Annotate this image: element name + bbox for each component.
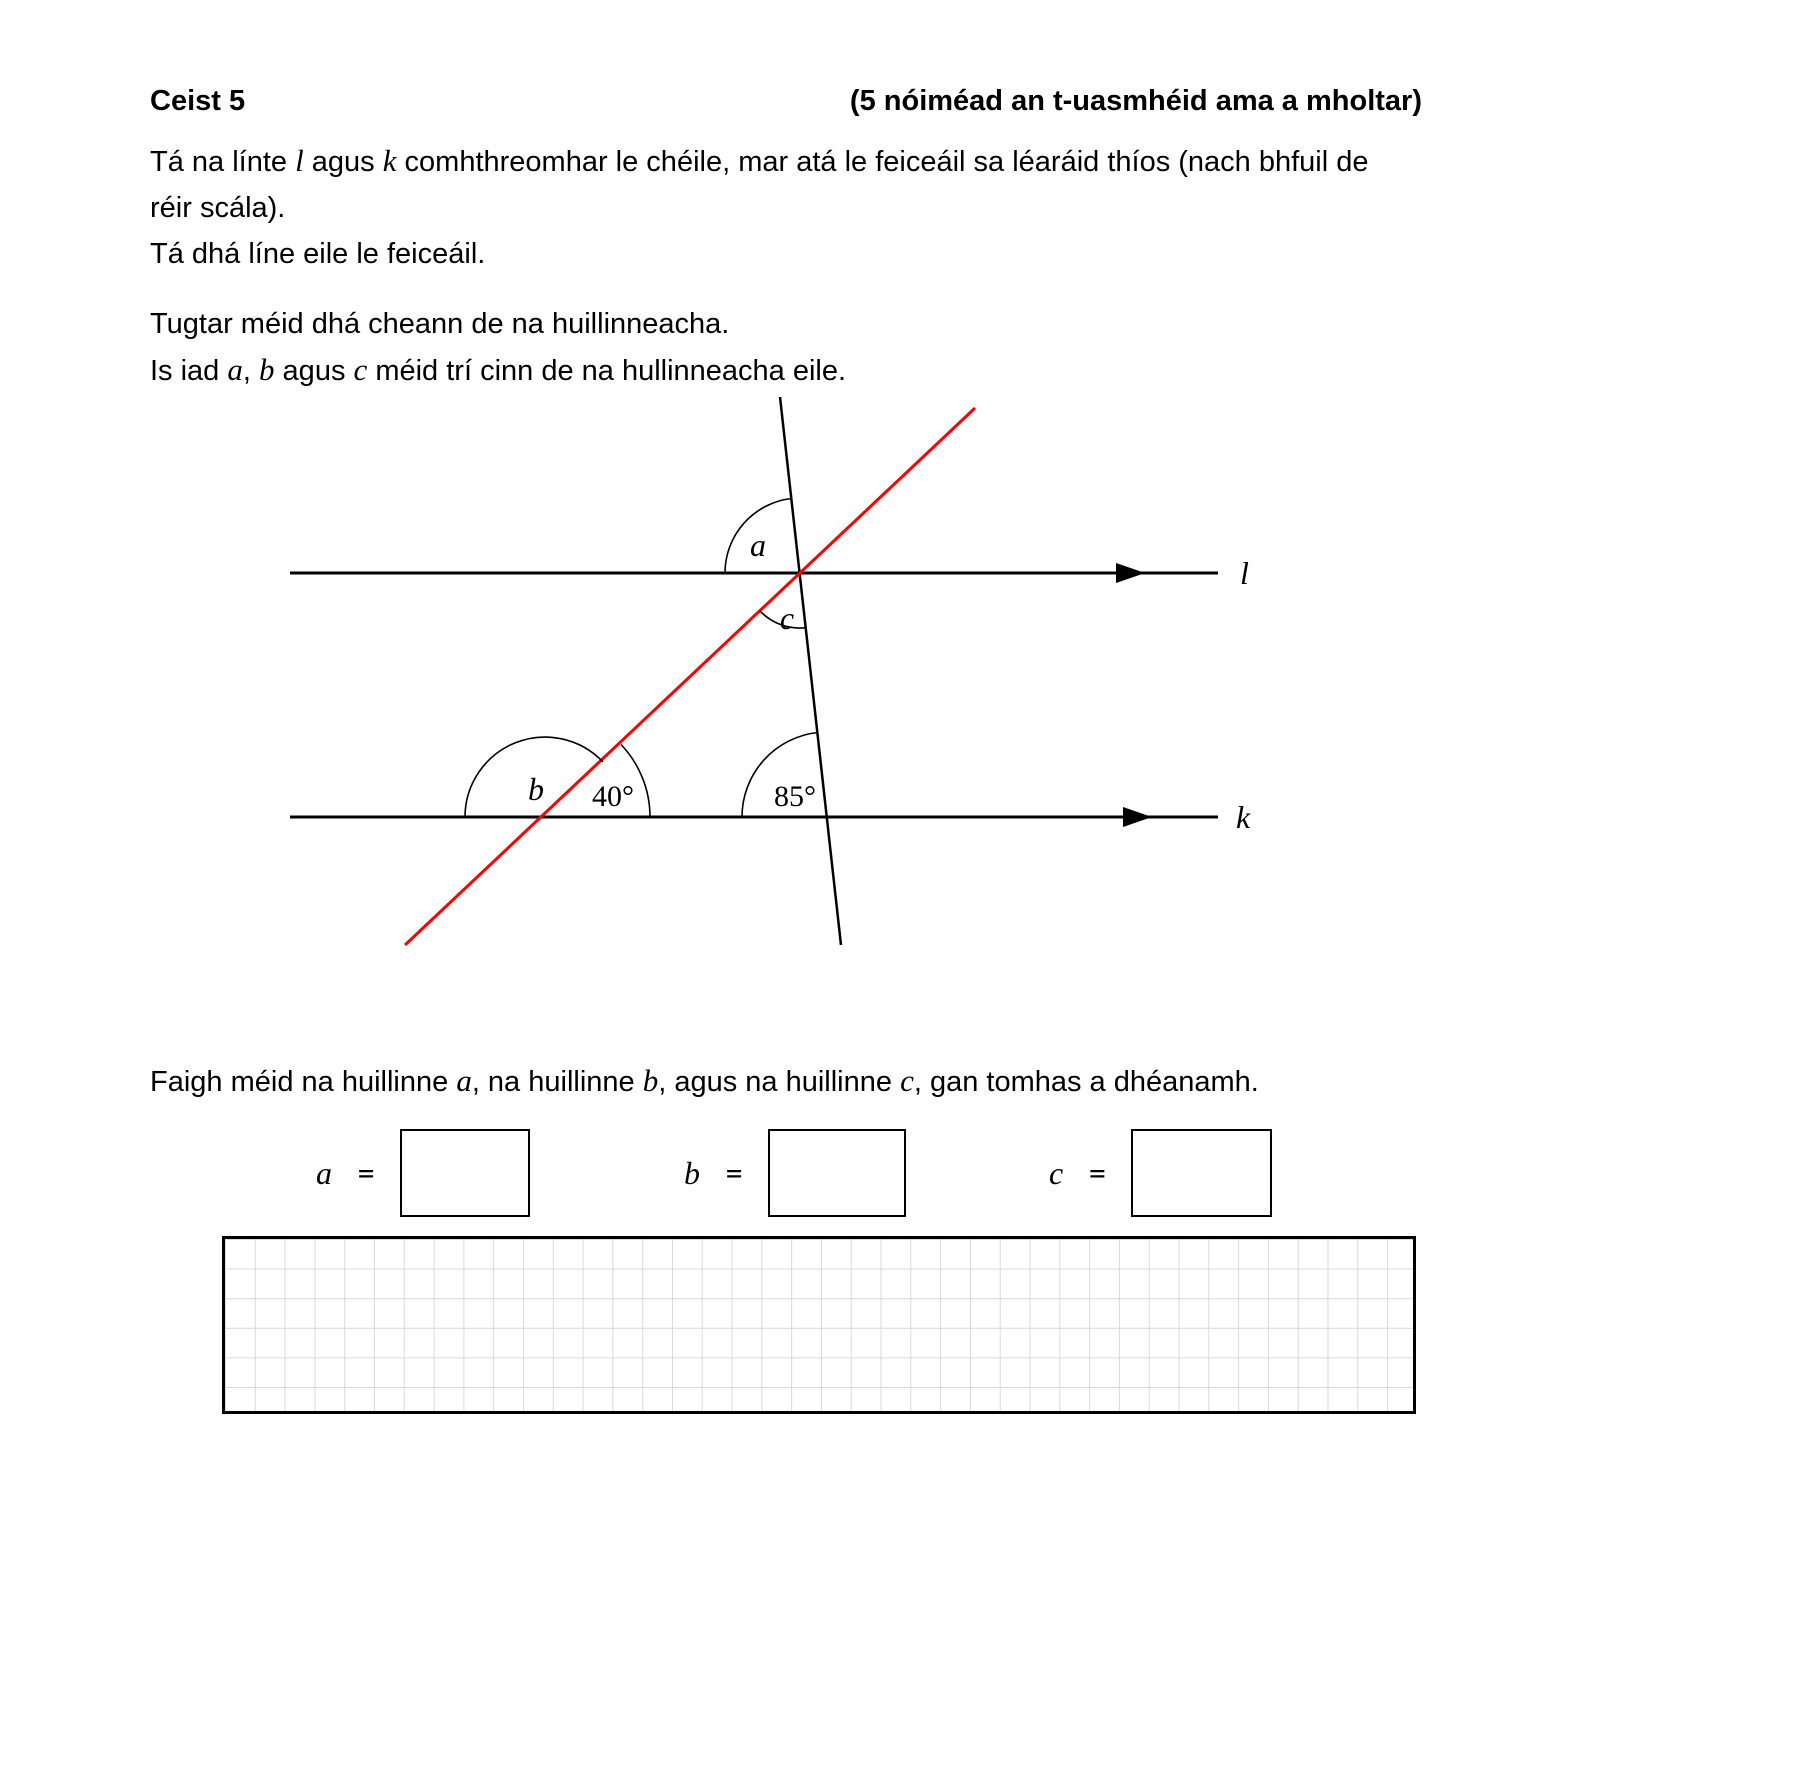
var-b: b xyxy=(642,1063,659,1098)
var-k: k xyxy=(382,143,397,178)
answer-group-c xyxy=(1049,1128,1272,1218)
text-segment: comhthreomhar le chéile, mar atá le feiceáil sa léaráid thíos (nach bhfuil de xyxy=(396,146,1369,178)
answer-label-b: b xyxy=(684,1154,700,1191)
text-segment: , agus na huillinne xyxy=(658,1066,901,1098)
work-area-grid[interactable] xyxy=(222,1236,1416,1414)
angles-diagram xyxy=(0,388,1330,960)
answer-label-c: c xyxy=(1049,1154,1064,1191)
answer-box-b[interactable] xyxy=(768,1129,906,1217)
text-segment: Faigh méid na huillinne xyxy=(150,1066,457,1098)
text-segment: agus xyxy=(303,146,383,178)
text-segment: Tá na línte xyxy=(150,146,296,178)
line-l-label: l xyxy=(1240,555,1249,591)
answer-box-c[interactable] xyxy=(1131,1129,1272,1217)
intro-paragraph-2: Tá dhá líne eile le feiceáil. xyxy=(150,238,486,270)
blank-line xyxy=(150,277,1450,301)
var-b: b xyxy=(259,352,275,387)
var-c: c xyxy=(353,352,368,387)
var-a: a xyxy=(227,352,243,387)
answer-box-a[interactable] xyxy=(400,1129,530,1217)
question-intro xyxy=(150,138,1450,394)
text-segment: agus xyxy=(274,355,354,387)
equals-sign-c: = xyxy=(1089,1157,1106,1189)
question-header xyxy=(150,85,1422,118)
equals-sign-b: = xyxy=(726,1157,743,1189)
intro-paragraph-1-line-2: réir scála). xyxy=(150,192,286,224)
text-segment: , xyxy=(242,355,259,387)
angle-c-label: c xyxy=(779,600,795,636)
text-segment: Is iad xyxy=(150,355,228,387)
answer-group-a xyxy=(316,1128,530,1218)
angle-b-label: b xyxy=(528,771,544,807)
angle-40-label: 40° xyxy=(592,780,634,813)
answer-group-b xyxy=(684,1128,906,1218)
red-transversal-line xyxy=(405,408,975,945)
question-number: Ceist 5 xyxy=(150,85,246,117)
text-segment: méid trí cinn de na hullinneacha eile. xyxy=(367,355,847,387)
intro-paragraph-1-line-1 xyxy=(150,138,1450,185)
var-l: l xyxy=(295,143,304,178)
line-l-arrowhead-icon xyxy=(1116,563,1145,583)
task-instruction xyxy=(150,1058,1550,1105)
equals-sign-a: = xyxy=(358,1157,375,1189)
var-c: c xyxy=(900,1063,914,1098)
intro-paragraph-4 xyxy=(150,347,1450,394)
line-k-label: k xyxy=(1236,799,1251,835)
text-segment: , gan tomhas a dhéanamh. xyxy=(913,1066,1259,1098)
time-allocation-note: (5 nóiméad an t-uasmhéid ama a mholtar) xyxy=(849,85,1422,117)
black-transversal-line xyxy=(780,397,841,945)
text-segment: , na huillinne xyxy=(471,1066,643,1098)
intro-paragraph-3: Tugtar méid dhá cheann de na huillinneacha. xyxy=(150,308,730,340)
answer-label-a: a xyxy=(316,1154,332,1191)
angle-a-label: a xyxy=(750,527,766,563)
var-a: a xyxy=(456,1063,472,1098)
angle-85-label: 85° xyxy=(774,780,816,813)
line-k-arrowhead-icon xyxy=(1123,807,1152,827)
